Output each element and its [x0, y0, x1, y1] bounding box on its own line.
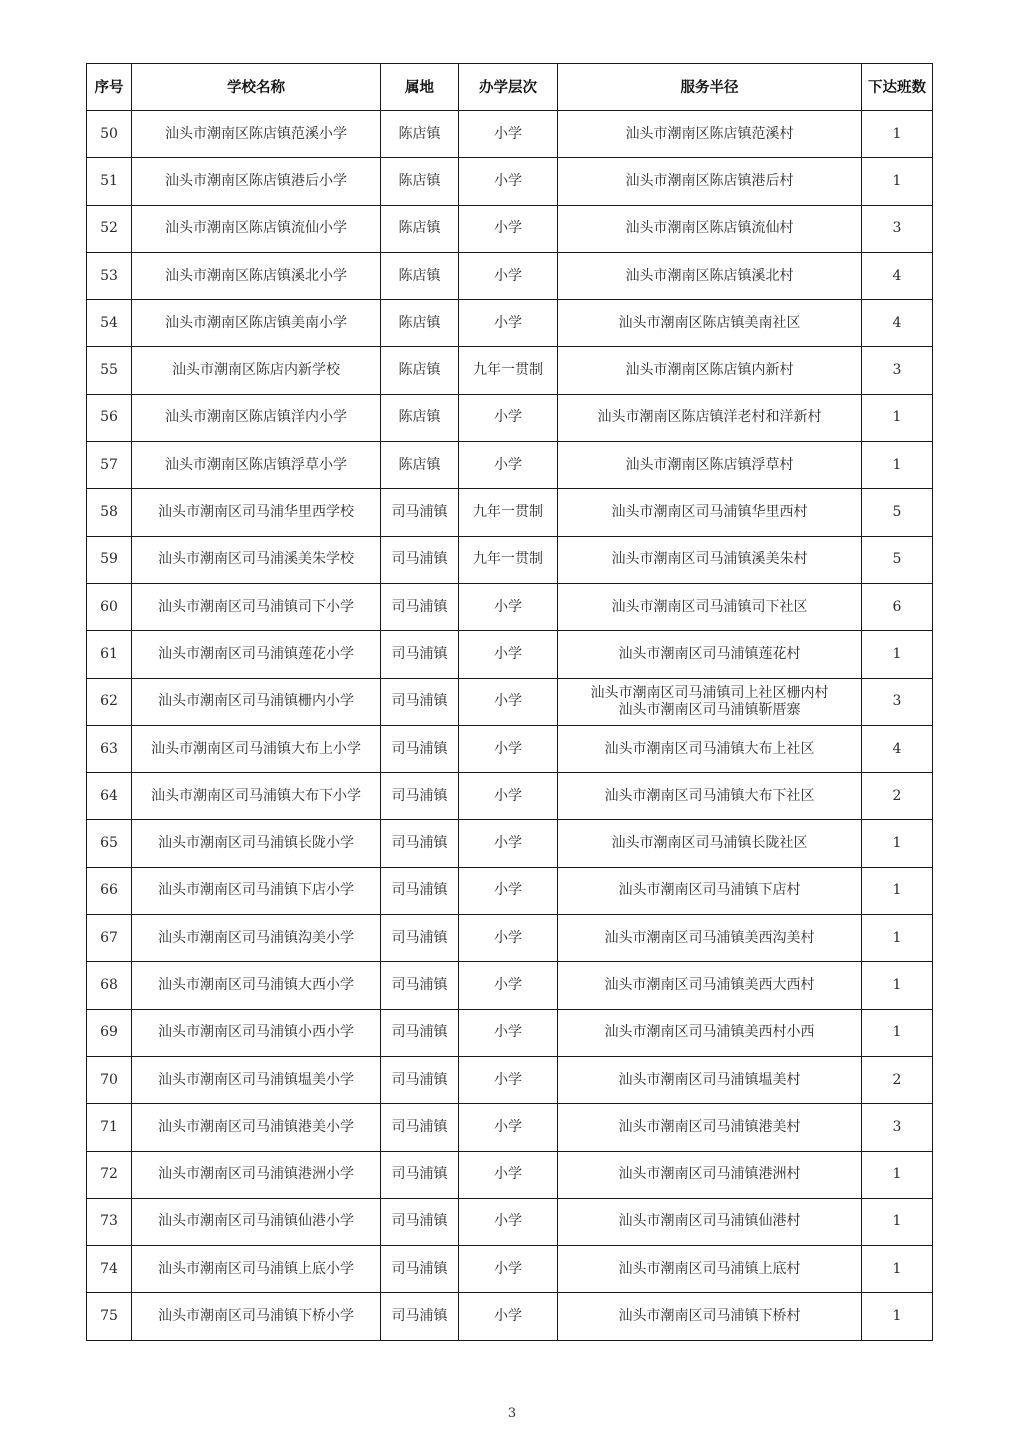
cell-locality: 陈店镇	[381, 158, 459, 205]
service-radius-line: 汕头市潮南区陈店镇港后村	[625, 172, 794, 189]
cell-level: 小学	[459, 631, 558, 678]
cell-classes: 3	[862, 347, 933, 394]
cell-level: 九年一贯制	[459, 536, 558, 583]
cell-school-name: 汕头市潮南区司马浦镇栅内小学	[132, 678, 381, 725]
cell-seq: 72	[87, 1151, 132, 1198]
cell-service-radius	[558, 1009, 862, 1056]
cell-service-radius	[558, 583, 862, 630]
header-school-name: 学校名称	[132, 64, 381, 111]
cell-school-name: 汕头市潮南区司马浦镇塭美小学	[132, 1056, 381, 1103]
cell-locality: 司马浦镇	[381, 1009, 459, 1056]
table-row	[87, 1293, 933, 1340]
cell-level: 小学	[459, 1293, 558, 1340]
cell-school-name: 汕头市潮南区陈店镇美南小学	[132, 300, 381, 347]
table-row	[87, 773, 933, 820]
cell-school-name: 汕头市潮南区陈店内新学校	[132, 347, 381, 394]
table-row	[87, 583, 933, 630]
cell-level: 小学	[459, 158, 558, 205]
school-table	[86, 63, 933, 1341]
cell-classes: 1	[862, 1009, 933, 1056]
cell-locality: 司马浦镇	[381, 631, 459, 678]
table-row	[87, 347, 933, 394]
cell-locality: 陈店镇	[381, 347, 459, 394]
cell-locality: 陈店镇	[381, 111, 459, 158]
cell-classes: 1	[862, 442, 933, 489]
cell-school-name: 汕头市潮南区司马浦华里西学校	[132, 489, 381, 536]
cell-classes: 1	[862, 1151, 933, 1198]
cell-seq: 75	[87, 1293, 132, 1340]
cell-service-radius	[558, 1246, 862, 1293]
cell-locality: 司马浦镇	[381, 536, 459, 583]
cell-service-radius	[558, 111, 862, 158]
table-row	[87, 962, 933, 1009]
cell-service-radius	[558, 347, 862, 394]
table-row	[87, 252, 933, 299]
cell-school-name: 汕头市潮南区司马浦镇下桥小学	[132, 1293, 381, 1340]
cell-locality: 司马浦镇	[381, 1198, 459, 1245]
header-classes: 下达班数	[862, 64, 933, 111]
cell-seq: 61	[87, 631, 132, 678]
service-radius-line: 汕头市潮南区陈店镇浮草村	[625, 456, 794, 473]
service-radius-line: 汕头市潮南区司马浦镇港美村	[618, 1118, 801, 1135]
service-radius-line: 汕头市潮南区司马浦镇美西沟美村	[604, 929, 815, 946]
header-row	[87, 64, 933, 111]
cell-classes: 3	[862, 678, 933, 725]
service-radius-line: 汕头市潮南区陈店镇溪北村	[625, 267, 794, 284]
cell-classes: 1	[862, 394, 933, 441]
service-radius-line: 汕头市潮南区司马浦镇上底村	[618, 1260, 801, 1277]
cell-seq: 63	[87, 725, 132, 772]
cell-locality: 司马浦镇	[381, 1151, 459, 1198]
cell-classes: 1	[862, 962, 933, 1009]
cell-level: 小学	[459, 1198, 558, 1245]
table-row	[87, 536, 933, 583]
header-level: 办学层次	[459, 64, 558, 111]
cell-seq: 50	[87, 111, 132, 158]
cell-service-radius	[558, 205, 862, 252]
cell-school-name: 汕头市潮南区司马浦镇仙港小学	[132, 1198, 381, 1245]
service-radius-line: 汕头市潮南区司马浦镇港洲村	[618, 1166, 801, 1183]
cell-service-radius	[558, 1056, 862, 1103]
service-radius-line: 汕头市潮南区司马浦镇溪美朱村	[611, 551, 808, 568]
cell-school-name: 汕头市潮南区陈店镇溪北小学	[132, 252, 381, 299]
cell-school-name: 汕头市潮南区司马浦镇下店小学	[132, 867, 381, 914]
cell-school-name: 汕头市潮南区司马浦镇上底小学	[132, 1246, 381, 1293]
service-radius-line: 汕头市潮南区陈店镇范溪村	[625, 125, 794, 142]
table-row	[87, 1151, 933, 1198]
cell-locality: 陈店镇	[381, 300, 459, 347]
table-row	[87, 725, 933, 772]
service-radius-line: 汕头市潮南区陈店镇流仙村	[625, 220, 794, 237]
cell-level: 小学	[459, 1104, 558, 1151]
cell-level: 小学	[459, 678, 558, 725]
cell-school-name: 汕头市潮南区司马浦镇大西小学	[132, 962, 381, 1009]
cell-classes: 1	[862, 867, 933, 914]
cell-locality: 陈店镇	[381, 205, 459, 252]
cell-service-radius	[558, 678, 862, 725]
cell-locality: 司马浦镇	[381, 583, 459, 630]
table-row	[87, 1198, 933, 1245]
cell-level: 小学	[459, 583, 558, 630]
cell-locality: 司马浦镇	[381, 867, 459, 914]
cell-school-name: 汕头市潮南区司马浦镇小西小学	[132, 1009, 381, 1056]
cell-classes: 2	[862, 1056, 933, 1103]
table-row	[87, 915, 933, 962]
cell-classes: 2	[862, 773, 933, 820]
cell-classes: 1	[862, 1198, 933, 1245]
table-row	[87, 394, 933, 441]
cell-service-radius	[558, 820, 862, 867]
table-row	[87, 489, 933, 536]
cell-level: 小学	[459, 915, 558, 962]
service-radius-line: 汕头市潮南区司马浦镇下桥村	[618, 1308, 801, 1325]
cell-level: 九年一贯制	[459, 489, 558, 536]
cell-service-radius	[558, 1104, 862, 1151]
cell-school-name: 汕头市潮南区陈店镇港后小学	[132, 158, 381, 205]
service-radius-line: 汕头市潮南区司马浦镇华里西村	[611, 504, 808, 521]
service-radius-line: 汕头市潮南区陈店镇内新村	[625, 362, 794, 379]
cell-locality: 司马浦镇	[381, 1104, 459, 1151]
cell-locality: 司马浦镇	[381, 820, 459, 867]
cell-seq: 66	[87, 867, 132, 914]
cell-seq: 70	[87, 1056, 132, 1103]
cell-seq: 59	[87, 536, 132, 583]
cell-service-radius	[558, 725, 862, 772]
cell-school-name: 汕头市潮南区陈店镇浮草小学	[132, 442, 381, 489]
cell-locality: 司马浦镇	[381, 678, 459, 725]
cell-seq: 64	[87, 773, 132, 820]
cell-classes: 1	[862, 631, 933, 678]
service-radius-line: 汕头市潮南区司马浦镇司下社区	[611, 598, 808, 615]
cell-school-name: 汕头市潮南区司马浦镇沟美小学	[132, 915, 381, 962]
cell-locality: 司马浦镇	[381, 915, 459, 962]
cell-seq: 53	[87, 252, 132, 299]
table-row	[87, 631, 933, 678]
cell-seq: 62	[87, 678, 132, 725]
cell-classes: 1	[862, 915, 933, 962]
cell-seq: 56	[87, 394, 132, 441]
table-row	[87, 1009, 933, 1056]
cell-seq: 68	[87, 962, 132, 1009]
cell-school-name: 汕头市潮南区司马浦溪美朱学校	[132, 536, 381, 583]
cell-level: 小学	[459, 1246, 558, 1293]
cell-classes: 4	[862, 725, 933, 772]
table-row	[87, 678, 933, 725]
table-row	[87, 1056, 933, 1103]
service-radius-line: 汕头市潮南区司马浦镇塭美村	[618, 1071, 801, 1088]
cell-service-radius	[558, 442, 862, 489]
cell-level: 小学	[459, 205, 558, 252]
cell-school-name: 汕头市潮南区司马浦镇港洲小学	[132, 1151, 381, 1198]
cell-service-radius	[558, 1293, 862, 1340]
cell-seq: 52	[87, 205, 132, 252]
cell-locality: 陈店镇	[381, 394, 459, 441]
cell-school-name: 汕头市潮南区陈店镇范溪小学	[132, 111, 381, 158]
cell-classes: 1	[862, 820, 933, 867]
cell-service-radius	[558, 252, 862, 299]
service-radius-line: 汕头市潮南区司马浦镇大布下社区	[604, 787, 815, 804]
cell-level: 小学	[459, 300, 558, 347]
cell-locality: 司马浦镇	[381, 962, 459, 1009]
table-row	[87, 158, 933, 205]
cell-school-name: 汕头市潮南区司马浦镇莲花小学	[132, 631, 381, 678]
cell-service-radius	[558, 394, 862, 441]
header-seq: 序号	[87, 64, 132, 111]
table-row	[87, 867, 933, 914]
cell-seq: 73	[87, 1198, 132, 1245]
cell-school-name: 汕头市潮南区司马浦镇司下小学	[132, 583, 381, 630]
service-radius-line: 汕头市潮南区司马浦镇美西村小西	[604, 1024, 815, 1041]
cell-locality: 司马浦镇	[381, 1056, 459, 1103]
cell-locality: 陈店镇	[381, 442, 459, 489]
cell-level: 九年一贯制	[459, 347, 558, 394]
cell-service-radius	[558, 1198, 862, 1245]
cell-seq: 58	[87, 489, 132, 536]
cell-level: 小学	[459, 1151, 558, 1198]
page-number: 3	[507, 1406, 517, 1421]
cell-locality: 司马浦镇	[381, 725, 459, 772]
cell-service-radius	[558, 489, 862, 536]
cell-service-radius	[558, 300, 862, 347]
service-radius-line: 汕头市潮南区司马浦镇美西大西村	[604, 976, 815, 993]
cell-seq: 51	[87, 158, 132, 205]
cell-school-name: 汕头市潮南区陈店镇洋内小学	[132, 394, 381, 441]
cell-seq: 71	[87, 1104, 132, 1151]
cell-seq: 67	[87, 915, 132, 962]
cell-level: 小学	[459, 773, 558, 820]
service-radius-line: 汕头市潮南区司马浦镇靳厝寨	[618, 701, 801, 718]
table-row	[87, 300, 933, 347]
table-row	[87, 1104, 933, 1151]
table-header	[87, 64, 933, 111]
cell-service-radius	[558, 631, 862, 678]
cell-level: 小学	[459, 725, 558, 772]
cell-seq: 65	[87, 820, 132, 867]
cell-classes: 4	[862, 252, 933, 299]
cell-school-name: 汕头市潮南区司马浦镇大布上小学	[132, 725, 381, 772]
table-body	[87, 111, 933, 1341]
service-radius-line: 汕头市潮南区司马浦镇仙港村	[618, 1213, 801, 1230]
cell-classes: 1	[862, 1246, 933, 1293]
cell-classes: 5	[862, 489, 933, 536]
table-row	[87, 111, 933, 158]
cell-locality: 司马浦镇	[381, 1293, 459, 1340]
cell-classes: 5	[862, 536, 933, 583]
cell-locality: 陈店镇	[381, 252, 459, 299]
cell-seq: 57	[87, 442, 132, 489]
cell-level: 小学	[459, 962, 558, 1009]
cell-level: 小学	[459, 394, 558, 441]
cell-level: 小学	[459, 820, 558, 867]
cell-locality: 司马浦镇	[381, 773, 459, 820]
cell-locality: 司马浦镇	[381, 1246, 459, 1293]
cell-service-radius	[558, 1151, 862, 1198]
cell-service-radius	[558, 536, 862, 583]
header-locality: 属地	[381, 64, 459, 111]
cell-level: 小学	[459, 867, 558, 914]
cell-service-radius	[558, 915, 862, 962]
cell-service-radius	[558, 158, 862, 205]
cell-classes: 1	[862, 111, 933, 158]
cell-classes: 3	[862, 205, 933, 252]
service-radius-line: 汕头市潮南区司马浦镇莲花村	[618, 645, 801, 662]
cell-service-radius	[558, 867, 862, 914]
cell-service-radius	[558, 962, 862, 1009]
cell-level: 小学	[459, 1056, 558, 1103]
service-radius-line: 汕头市潮南区陈店镇美南社区	[618, 314, 801, 331]
cell-classes: 1	[862, 1293, 933, 1340]
service-radius-line: 汕头市潮南区陈店镇洋老村和洋新村	[597, 409, 822, 426]
service-radius-line: 汕头市潮南区司马浦镇大布上社区	[604, 740, 815, 757]
cell-school-name: 汕头市潮南区司马浦镇大布下小学	[132, 773, 381, 820]
table-row	[87, 205, 933, 252]
service-radius-line: 汕头市潮南区司马浦镇司上社区栅内村	[590, 684, 829, 701]
cell-seq: 54	[87, 300, 132, 347]
cell-level: 小学	[459, 442, 558, 489]
table-row	[87, 442, 933, 489]
table-row	[87, 820, 933, 867]
cell-school-name: 汕头市潮南区陈店镇流仙小学	[132, 205, 381, 252]
service-radius-line: 汕头市潮南区司马浦镇长陇社区	[611, 835, 808, 852]
cell-seq: 55	[87, 347, 132, 394]
header-service-radius: 服务半径	[558, 64, 862, 111]
cell-classes: 6	[862, 583, 933, 630]
cell-level: 小学	[459, 252, 558, 299]
service-radius-line: 汕头市潮南区司马浦镇下店村	[618, 882, 801, 899]
cell-classes: 4	[862, 300, 933, 347]
cell-school-name: 汕头市潮南区司马浦镇港美小学	[132, 1104, 381, 1151]
table-row	[87, 1246, 933, 1293]
cell-seq: 60	[87, 583, 132, 630]
cell-seq: 69	[87, 1009, 132, 1056]
cell-seq: 74	[87, 1246, 132, 1293]
cell-locality: 司马浦镇	[381, 489, 459, 536]
cell-level: 小学	[459, 111, 558, 158]
cell-school-name: 汕头市潮南区司马浦镇长陇小学	[132, 820, 381, 867]
cell-classes: 1	[862, 158, 933, 205]
cell-service-radius	[558, 773, 862, 820]
cell-level: 小学	[459, 1009, 558, 1056]
cell-classes: 3	[862, 1104, 933, 1151]
